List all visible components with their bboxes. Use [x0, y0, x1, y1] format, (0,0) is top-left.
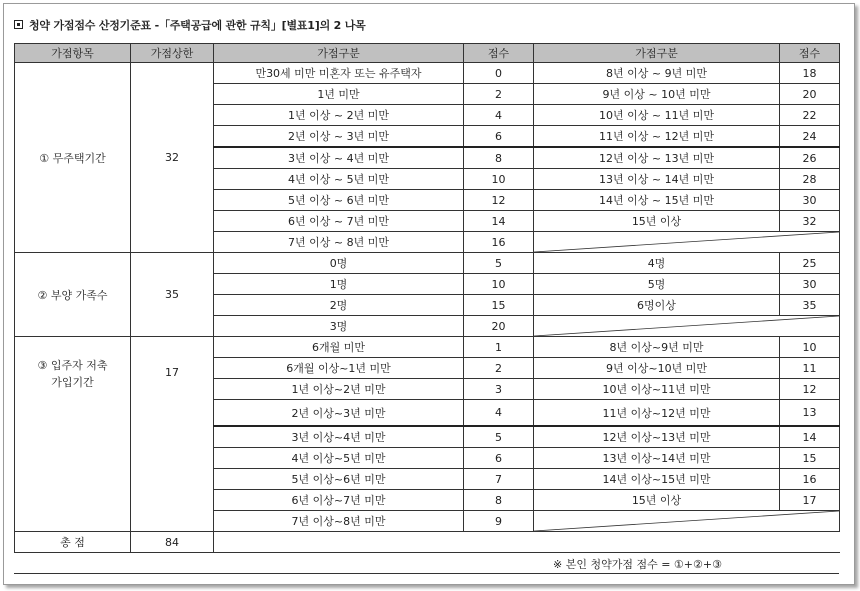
category-right: 15년 이상: [534, 211, 780, 232]
score-left: 3: [464, 379, 534, 400]
score-left: 2: [464, 358, 534, 379]
score-left: 6: [464, 448, 534, 469]
category-left: 2명: [214, 295, 464, 316]
category-left: 4년 이상 ~ 5년 미만: [214, 169, 464, 190]
score-right: 11: [780, 358, 840, 379]
header-item: 가점항목: [15, 44, 131, 63]
total-value: 84: [131, 532, 214, 553]
score-right: 15: [780, 448, 840, 469]
score-left: 8: [464, 490, 534, 511]
section-item: [15, 337, 131, 532]
section-item-line1: ③ 입주자 저축: [37, 359, 108, 372]
score-left: 4: [464, 400, 534, 427]
score-left: 0: [464, 63, 534, 84]
category-right: 11년 이상~12년 미만: [534, 400, 780, 427]
category-left: 3년 이상~4년 미만: [214, 426, 464, 448]
total-row: [15, 532, 840, 553]
score-left: 12: [464, 190, 534, 211]
category-right: 10년 이상 ~ 11년 미만: [534, 105, 780, 126]
score-right: 25: [780, 253, 840, 274]
category-right: 8년 이상~9년 미만: [534, 337, 780, 358]
score-right: 12: [780, 379, 840, 400]
diagonal-line: [534, 232, 839, 252]
category-left: 6년 이상~7년 미만: [214, 490, 464, 511]
category-left: 3명: [214, 316, 464, 337]
category-right: 8년 이상 ~ 9년 미만: [534, 63, 780, 84]
score-right: 16: [780, 469, 840, 490]
empty-diagonal-cell: [534, 316, 840, 337]
table-row: [15, 253, 840, 274]
score-right: 10: [780, 337, 840, 358]
category-left: 2년 이상~3년 미만: [214, 400, 464, 427]
diagonal-line: [534, 316, 839, 336]
score-right: 17: [780, 490, 840, 511]
formula-note: ※ 본인 청약가점 점수 = ①+②+③: [553, 558, 722, 571]
score-right: 20: [780, 84, 840, 105]
category-left: 7년 이상~8년 미만: [214, 511, 464, 532]
document-title: [14, 17, 366, 33]
bottom-rule: [14, 573, 839, 574]
score-right: 13: [780, 400, 840, 427]
category-left: 2년 이상 ~ 3년 미만: [214, 126, 464, 148]
diagonal-line: [534, 511, 839, 531]
score-right: 35: [780, 295, 840, 316]
score-left: 4: [464, 105, 534, 126]
category-left: 3년 이상 ~ 4년 미만: [214, 147, 464, 169]
score-left: 9: [464, 511, 534, 532]
table-row: [15, 63, 840, 84]
score-left: 2: [464, 84, 534, 105]
empty-diagonal-cell: [534, 511, 840, 532]
score-left: 5: [464, 426, 534, 448]
header-category-right: 가점구분: [534, 44, 780, 63]
category-left: 6년 이상 ~ 7년 미만: [214, 211, 464, 232]
category-right: 13년 이상~14년 미만: [534, 448, 780, 469]
header-row: [15, 44, 840, 63]
header-score-left: 점수: [464, 44, 534, 63]
score-right: 18: [780, 63, 840, 84]
header-category-left: 가점구분: [214, 44, 464, 63]
category-left: 4년 이상~5년 미만: [214, 448, 464, 469]
table-row: [15, 337, 840, 358]
score-right: 26: [780, 147, 840, 169]
category-right: 5명: [534, 274, 780, 295]
category-left: 1년 미만: [214, 84, 464, 105]
header-score-right: 점수: [780, 44, 840, 63]
category-left: 5년 이상~6년 미만: [214, 469, 464, 490]
score-left: 20: [464, 316, 534, 337]
square-bullet-icon: [14, 20, 23, 29]
category-right: 10년 이상~11년 미만: [534, 379, 780, 400]
score-left: 15: [464, 295, 534, 316]
section-item: ① 무주택기간: [15, 63, 131, 253]
category-right: 11년 이상 ~ 12년 미만: [534, 126, 780, 148]
title-text: 청약 가점점수 산정기준표 -「주택공급에 관한 규칙」[별표1]의 2 나목: [29, 19, 366, 32]
category-left: 5년 이상 ~ 6년 미만: [214, 190, 464, 211]
empty-diagonal-cell: [534, 232, 840, 253]
score-right: 32: [780, 211, 840, 232]
category-right: 15년 이상: [534, 490, 780, 511]
score-left: 6: [464, 126, 534, 148]
category-left: 6개월 미만: [214, 337, 464, 358]
section-cap: 35: [131, 253, 214, 337]
score-left: 7: [464, 469, 534, 490]
score-table: [14, 43, 840, 553]
category-right: 13년 이상 ~ 14년 미만: [534, 169, 780, 190]
category-left: 1명: [214, 274, 464, 295]
section-item: ② 부양 가족수: [15, 253, 131, 337]
score-left: 10: [464, 274, 534, 295]
category-right: 4명: [534, 253, 780, 274]
header-cap: 가점상한: [131, 44, 214, 63]
category-left: 만30세 미만 미혼자 또는 유주택자: [214, 63, 464, 84]
category-left: 1년 이상 ~ 2년 미만: [214, 105, 464, 126]
category-right: 14년 이상~15년 미만: [534, 469, 780, 490]
category-left: 1년 이상~2년 미만: [214, 379, 464, 400]
category-right: 9년 이상 ~ 10년 미만: [534, 84, 780, 105]
total-label: 총 점: [15, 532, 131, 553]
score-right: 30: [780, 274, 840, 295]
score-left: 5: [464, 253, 534, 274]
category-right: 14년 이상 ~ 15년 미만: [534, 190, 780, 211]
category-right: 12년 이상~13년 미만: [534, 426, 780, 448]
category-right: 12년 이상 ~ 13년 미만: [534, 147, 780, 169]
section-item-line2: 가입기간: [51, 376, 94, 389]
category-right: 6명이상: [534, 295, 780, 316]
section-cap: 17: [131, 337, 214, 532]
score-right: 24: [780, 126, 840, 148]
score-right: 14: [780, 426, 840, 448]
score-left: 8: [464, 147, 534, 169]
score-right: 28: [780, 169, 840, 190]
score-left: 14: [464, 211, 534, 232]
category-left: 6개월 이상~1년 미만: [214, 358, 464, 379]
total-empty: [214, 532, 840, 553]
score-right: 22: [780, 105, 840, 126]
category-left: 0명: [214, 253, 464, 274]
score-left: 1: [464, 337, 534, 358]
score-right: 30: [780, 190, 840, 211]
category-left: 7년 이상 ~ 8년 미만: [214, 232, 464, 253]
category-right: 9년 이상~10년 미만: [534, 358, 780, 379]
score-left: 10: [464, 169, 534, 190]
score-left: 16: [464, 232, 534, 253]
section-cap: 32: [131, 63, 214, 253]
